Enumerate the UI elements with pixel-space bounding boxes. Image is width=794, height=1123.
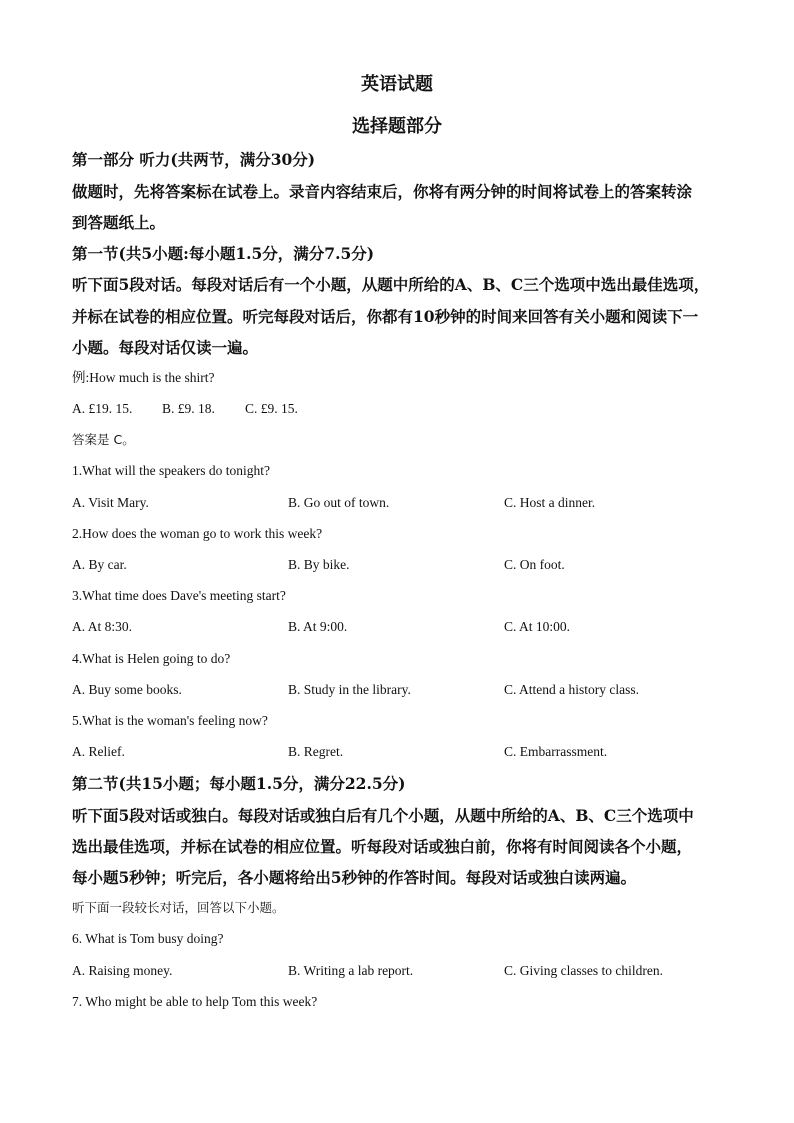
example-option-b: B. £9. 18. xyxy=(162,401,215,416)
question-4: 4.What is Helen going to do? xyxy=(72,651,231,666)
section1-instruction-line3: 小题。每段对话仅读一遍。 xyxy=(72,338,259,357)
section2-heading: 第二节(共15小题；每小题1.5分，满分22.5分) xyxy=(72,774,406,793)
section1-instruction-line1: 听下面5段对话。每段对话后有一个小题，从题中所给的A、B、C三个选项中选出最佳选项， xyxy=(72,275,710,294)
example-option-a: A. £19. 15. xyxy=(72,401,133,416)
question-4-option-c: C. Attend a history class. xyxy=(504,682,639,697)
question-4-option-a: A. Buy some books. xyxy=(72,682,182,697)
example-question: 例:How much is the shirt? xyxy=(72,370,215,385)
question-3-option-c: C. At 10:00. xyxy=(504,619,571,634)
page-title: 英语试题 xyxy=(361,74,433,95)
question-1: 1.What will the speakers do tonight? xyxy=(72,463,270,478)
part1-heading: 第一部分 听力(共两节，满分30分) xyxy=(72,150,316,169)
question-2: 2.How does the woman go to work this week? xyxy=(72,526,323,541)
section2-instruction-line2: 选出最佳选项，并标在试卷的相应位置。听每段对话或独白前，你将有时间阅读各个小题， xyxy=(72,837,693,856)
question-6-option-c: C. Giving classes to children. xyxy=(504,963,663,978)
question-5: 5.What is the woman's feeling now? xyxy=(72,713,268,728)
question-6-option-a: A. Raising money. xyxy=(72,963,173,978)
question-6-option-b: B. Writing a lab report. xyxy=(288,963,414,978)
question-2-option-c: C. On foot. xyxy=(504,557,565,572)
section2-note: 听下面一段较长对话，回答以下小题。 xyxy=(72,900,285,915)
question-7: 7. Who might be able to help Tom this week? xyxy=(72,994,318,1009)
example-option-c: C. £9. 15. xyxy=(245,401,298,416)
example-answer: 答案是 C。 xyxy=(72,432,135,447)
question-1-option-a: A. Visit Mary. xyxy=(72,495,149,510)
question-2-option-b: B. By bike. xyxy=(288,557,350,572)
question-3: 3.What time does Dave's meeting start? xyxy=(72,588,286,603)
question-3-option-b: B. At 9:00. xyxy=(288,619,348,634)
question-5-option-c: C. Embarrassment. xyxy=(504,744,608,759)
question-1-option-b: B. Go out of town. xyxy=(288,495,390,510)
question-1-option-c: C. Host a dinner. xyxy=(504,495,596,510)
question-5-option-b: B. Regret. xyxy=(288,744,344,759)
section1-instruction-line2: 并标在试卷的相应位置。听完每段对话后，你都有10秒钟的时间来回答有关小题和阅读下一 xyxy=(72,307,699,326)
page-subtitle: 选择题部分 xyxy=(352,116,442,137)
question-5-option-a: A. Relief. xyxy=(72,744,125,759)
section2-instruction-line1: 听下面5段对话或独白。每段对话或独白后有几个小题，从题中所给的A、B、C三个选项中 xyxy=(72,806,694,825)
question-4-option-b: B. Study in the library. xyxy=(288,682,411,697)
section2-instruction-line3: 每小题5秒钟；听完后，各小题将给出5秒钟的作答时间。每段对话或独白读两遍。 xyxy=(72,868,637,887)
part1-instruction-line1: 做题时，先将答案标在试卷上。录音内容结束后，你将有两分钟的时间将试卷上的答案转涂 xyxy=(72,182,693,201)
section1-heading: 第一节(共5小题:每小题1.5分，满分7.5分) xyxy=(72,244,375,263)
part1-instruction-line2: 到答题纸上。 xyxy=(72,213,166,232)
question-2-option-a: A. By car. xyxy=(72,557,127,572)
question-3-option-a: A. At 8:30. xyxy=(72,619,133,634)
question-6: 6. What is Tom busy doing? xyxy=(72,931,224,946)
